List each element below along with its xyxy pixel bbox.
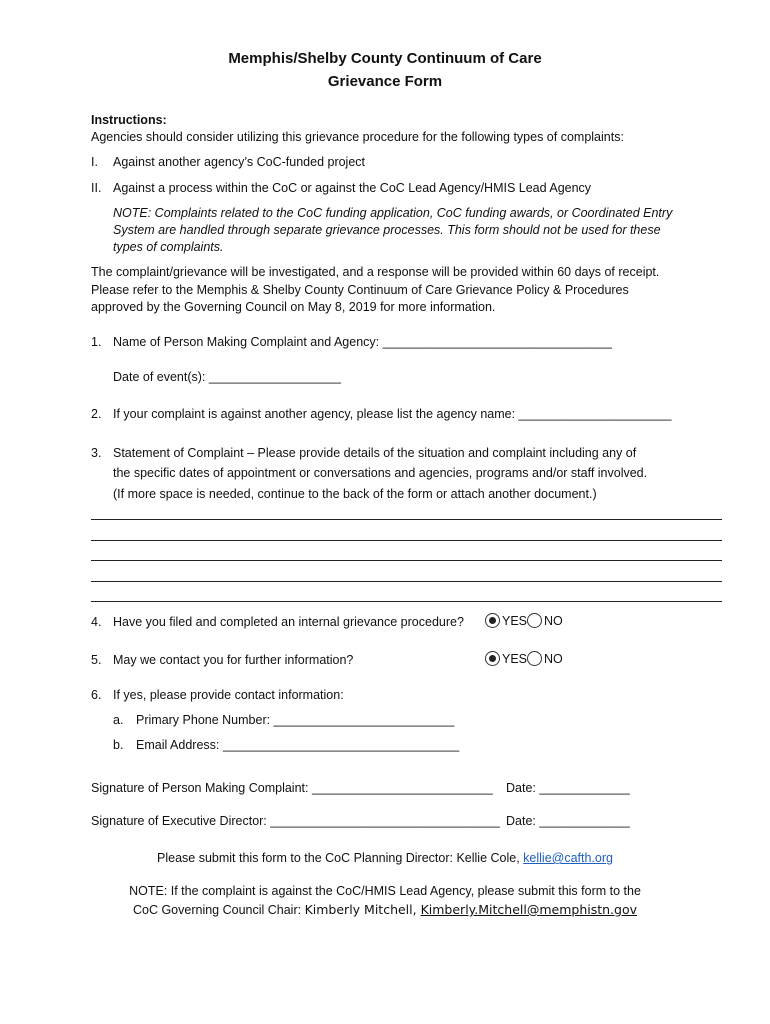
response-line-1: The complaint/grievance will be investigated, and a response will be provided within 60 days of receipt. <box>91 265 660 279</box>
q5-yes-label: YES <box>502 651 528 666</box>
submit-instruction <box>0 850 770 866</box>
chair-name: Kimberly Mitchell, <box>304 902 421 917</box>
instructions-intro: Agencies should consider utilizing this grievance procedure for the following types of complaints: <box>91 130 624 144</box>
q4-no-radio[interactable] <box>527 613 542 628</box>
q5-label: May we contact you for further information? <box>113 653 354 667</box>
response-line-3: approved by the Governing Council on May 8, 2019 for more information. <box>91 300 496 314</box>
complaint-writing-line[interactable] <box>91 519 722 520</box>
chair-prefix: CoC Governing Council Chair: <box>132 903 305 917</box>
q3-line-2: the specific dates of appointment or conversations and agencies, programs and/or staff involved. <box>113 466 648 480</box>
director-date-field[interactable]: Date: _____________ <box>506 814 630 828</box>
q4-yes-label: YES <box>502 613 528 628</box>
complainant-date-field[interactable]: Date: _____________ <box>506 781 630 795</box>
q6-number: 6. <box>91 688 102 702</box>
phone-number-field[interactable]: Primary Phone Number: __________________________ <box>136 713 455 727</box>
q6a-marker: a. <box>113 713 124 727</box>
q1-number: 1. <box>91 335 102 349</box>
q3-line-1: Statement of Complaint – Please provide details of the situation and complaint including any of <box>113 446 637 460</box>
response-line-2: Please refer to the Memphis & Shelby County Continuum of Care Grievance Policy & Procedures <box>91 283 629 297</box>
chair-email-link[interactable]: Kimberly.Mitchell@memphistn.gov <box>420 902 638 917</box>
email-address-field[interactable]: Email Address: __________________________________ <box>136 738 460 752</box>
form-title: Memphis/Shelby County Continuum of Care <box>228 50 542 67</box>
note-line-3: types of complaints. <box>113 240 224 254</box>
q6b-marker: b. <box>113 738 124 752</box>
list-marker-1: I. <box>91 155 98 169</box>
q5-radio-group <box>485 651 563 666</box>
director-signature-field[interactable]: Signature of Executive Director: _________________________________ <box>91 814 500 828</box>
q6-label: If yes, please provide contact information: <box>113 688 344 702</box>
planning-director-email-link[interactable]: kellie@cafth.org <box>523 851 613 865</box>
form-subtitle: Grievance Form <box>327 73 443 90</box>
list-item-1: Against another agency’s CoC-funded project <box>113 155 366 169</box>
list-item-2: Against a process within the CoC or against the CoC Lead Agency/HMIS Lead Agency <box>113 181 592 195</box>
q5-no-radio[interactable] <box>527 651 542 666</box>
lead-agency-note-line-1: NOTE: If the complaint is against the CoC/HMIS Lead Agency, please submit this form to the <box>129 884 641 898</box>
note-line-1: NOTE: Complaints related to the CoC funding application, CoC funding awards, or Coordinated Entry <box>113 206 673 220</box>
q1-name-agency-field[interactable]: Name of Person Making Complaint and Agency: _________________________________ <box>113 335 612 349</box>
q4-number: 4. <box>91 615 102 629</box>
complaint-writing-line[interactable] <box>91 540 722 541</box>
q5-number: 5. <box>91 653 102 667</box>
q5-yes-radio[interactable] <box>485 651 500 666</box>
q4-label: Have you filed and completed an internal grievance procedure? <box>113 615 464 629</box>
q3-line-3: (If more space is needed, continue to the back of the form or attach another document.) <box>113 487 597 501</box>
q1-date-field[interactable]: Date of event(s): ___________________ <box>113 370 341 384</box>
submit-text: Please submit this form to the CoC Planning Director: Kellie Cole, <box>157 851 524 865</box>
note-line-2: System are handled through separate grievance processes. This form should not be used for these <box>113 223 661 237</box>
q2-agency-name-field[interactable]: If your complaint is against another agency, please list the agency name: ______________________ <box>113 407 672 421</box>
complainant-signature-field[interactable]: Signature of Person Making Complaint: __________________________ <box>91 781 493 795</box>
q2-number: 2. <box>91 407 102 421</box>
complaint-writing-line[interactable] <box>91 581 722 582</box>
lead-agency-note-line-2 <box>0 902 770 918</box>
q5-no-label: NO <box>544 651 563 666</box>
list-marker-2: II. <box>91 181 102 195</box>
complaint-writing-line[interactable] <box>91 560 722 561</box>
q4-no-label: NO <box>544 613 563 628</box>
q4-yes-radio[interactable] <box>485 613 500 628</box>
instructions-heading: Instructions: <box>91 113 167 127</box>
complaint-writing-line[interactable] <box>91 601 722 602</box>
q4-radio-group <box>485 613 563 628</box>
q3-number: 3. <box>91 446 102 460</box>
